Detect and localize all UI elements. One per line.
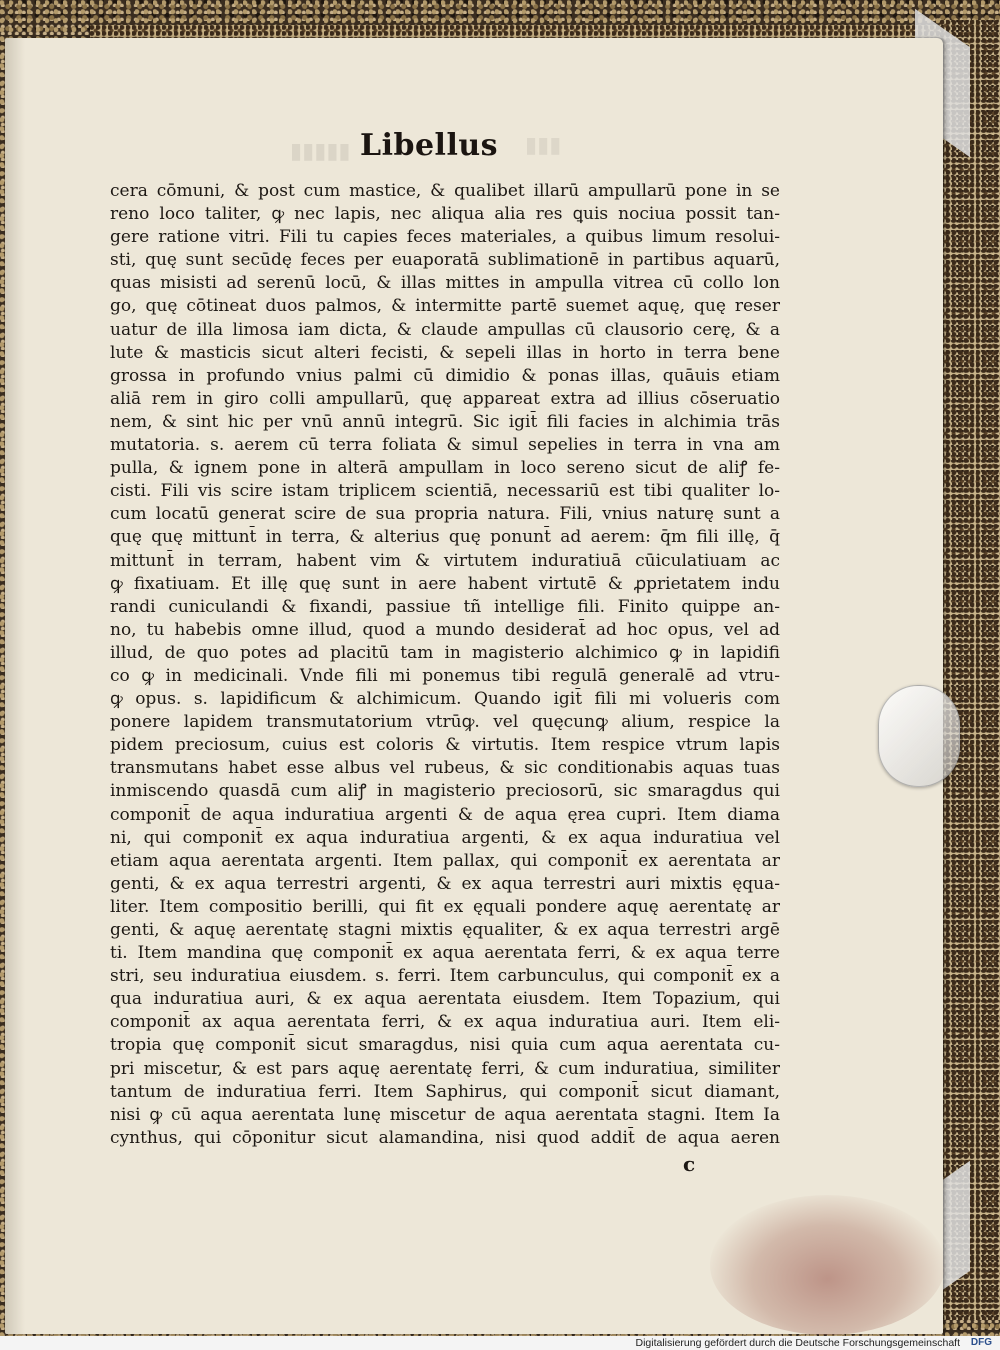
text-line: quas misisti ad serenū locū, & illas mittes in ampulla vitrea cū collo lon — [110, 273, 780, 294]
text-line: cera cōmuni, & post cum mastice, & qualibet illarū ampullarū pone in se — [110, 181, 780, 201]
running-head: Libellus — [360, 128, 499, 163]
signature-mark: c — [683, 1152, 696, 1176]
text-line: go, quę cōtineat duos palmos, & intermitte partē suemet aquę, quę reser — [110, 296, 780, 317]
cover-right-edge — [940, 20, 1000, 1320]
text-line: lute & masticis sicut alteri fecisti, & sepeli illas in horto in terra bene — [110, 342, 780, 363]
text-line: grossa in profundo vnius palmi cū dimidio & ponas illas, quāuis etiam — [110, 365, 780, 386]
text-line: randi cuniculandi & fixandi, passiue tñ intellige fili. Finito quippe an- — [110, 596, 780, 617]
text-line: tropia quę componit̄ sicut smaragdus, nisi quia cum aqua aerentata cu- — [110, 1035, 780, 1056]
show-through-text-left: ▮▮▮▮▮ — [290, 138, 351, 164]
page-clip — [878, 685, 960, 787]
text-line: mutatoria. s. aerem cū terra foliata & simul sepelies in terra in vna am — [110, 435, 780, 456]
text-line: etiam aqua aerentata argenti. Item pallax, qui componit̄ ex aerentata ar — [110, 850, 780, 871]
text-line: pidem preciosum, cuius est coloris & virtutis. Item respice vtrum lapis — [110, 735, 780, 756]
text-line: liter. Item compositio berilli, qui fit ex ęquali pondere aquę aerentatę ar — [110, 896, 780, 917]
page-gutter-shadow — [5, 38, 25, 1334]
text-line: stri, seu induratiua eiusdem. s. ferri. Item carbunculus, qui componit̄ ex a — [110, 966, 780, 987]
text-line: componit̄ ax aqua aerentata ferri, & ex aqua induratiua auri. Item eli- — [110, 1012, 780, 1033]
text-line: genti, & aquę aerentatę stagni mixtis ęqualiter, & ex aqua terrestri argē — [110, 920, 780, 940]
text-line: ni, qui componit̄ ex aqua induratiua argenti, & ex aqua induratiua vel — [110, 827, 780, 848]
text-line: cisti. Fili vis scire istam triplicem scientiā, necessariū est tibi qualiter lo- — [110, 481, 780, 502]
text-line: genti, & ex aqua terrestri argenti, & ex aqua terrestri auri mixtis ęqua- — [110, 873, 780, 894]
text-line: co ꝙ in medicinali. Vnde fili mi ponemus tibi regulā generalē ad vtru- — [110, 665, 780, 686]
text-line: reno loco taliter, ꝙ nec lapis, nec aliqua alia res ꝗuis nociua possit tan- — [110, 204, 780, 225]
text-line: ꝙ fixatiuam. Et illę quę sunt in aere habent virtutē & ꝓprietatem indu — [110, 573, 780, 594]
text-line: cynthus, qui cōponitur sicut alamandina, nisi quod addit̄ de aqua aeren — [110, 1127, 780, 1148]
text-line: cum locatū generat scire de sua propria natura. Fili, vnius naturę sunt a — [110, 504, 780, 525]
text-line: transmutans habet esse albus vel rubeus, & sic conditionabis aquas tuas — [110, 758, 780, 779]
text-line: inmiscendo quasdā cum aliꝭ in magisterio preciosorū, sic smaragdus qui — [110, 781, 780, 802]
text-line: pulla, & ignem pone in alterā ampullam in loco sereno sicut de aliꝭ fe- — [110, 458, 780, 479]
footer-credit: Digitalisierung gefördert durch die Deutsche Forschungsgemeinschaft — [635, 1337, 960, 1349]
text-line: nisi ꝙ cū aqua aerentata lunę miscetur de aqua aerentata stagni. Item Ia — [110, 1104, 780, 1125]
water-stain — [710, 1195, 945, 1335]
text-line: sti, quę sunt secūdę feces per euaporatā sublimationē in partibus aquarū, — [110, 250, 780, 271]
text-line: illud, de quo potes ad placitū tam in magisterio alchimico ꝙ in lapidifi — [110, 642, 780, 663]
text-line: qua induratiua auri, & ex aqua aerentata eiusdem. Item Topazium, qui — [110, 989, 780, 1010]
text-line: uatur de illa limosa iam dicta, & claude ampullas cū clausorio cerę, & a — [110, 319, 780, 340]
text-line: mittunt̄ in terram, habent vim & virtutem induratiuā cūiculatiuam ac — [110, 550, 780, 571]
text-line: gere ratione vitri. Fili tu capies feces materiales, a quibus limum resolui- — [110, 227, 780, 248]
text-line: componit̄ de aqua induratiua argenti & de aqua ęrea cupri. Item diama — [110, 804, 780, 825]
text-line: ꝙ opus. s. lapidificum & alchimicum. Quando igit̄ fili mi volueris com — [110, 689, 780, 710]
dfg-logo: DFG — [970, 1337, 992, 1348]
text-line: aliā rem in giro colli ampullarū, quę appareat extra ad illius cōseruatio — [110, 388, 780, 409]
show-through-text-right: ▮▮▮ — [525, 132, 562, 158]
text-line: nem, & sint hic per vnū annū integrū. Sic igit̄ fili facies in alchimia trās — [110, 411, 780, 432]
body-text — [110, 180, 780, 1150]
text-line: tantum de induratiua ferri. Item Saphirus, qui componit̄ sicut diamant, — [110, 1081, 780, 1102]
text-line: ti. Item mandina quę componit̄ ex aqua aerentata ferri, & ex aqua terre — [110, 943, 780, 964]
text-line: quę quę mittunt̄ in terra, & alterius quę ponunt̄ ad aerem: q̄m fili illę, q̄ — [110, 527, 780, 548]
text-line: pri miscetur, & est pars aquę aerentatę ferri, & cum induratiua, similiter — [110, 1058, 780, 1079]
text-line: ponere lapidem transmutatorium vtrūꝙ. vel quęcunꝙ alium, respice la — [110, 712, 780, 733]
text-line: no, tu habebis omne illud, quod a mundo desiderat̄ ad hoc opus, vel ad — [110, 619, 780, 640]
